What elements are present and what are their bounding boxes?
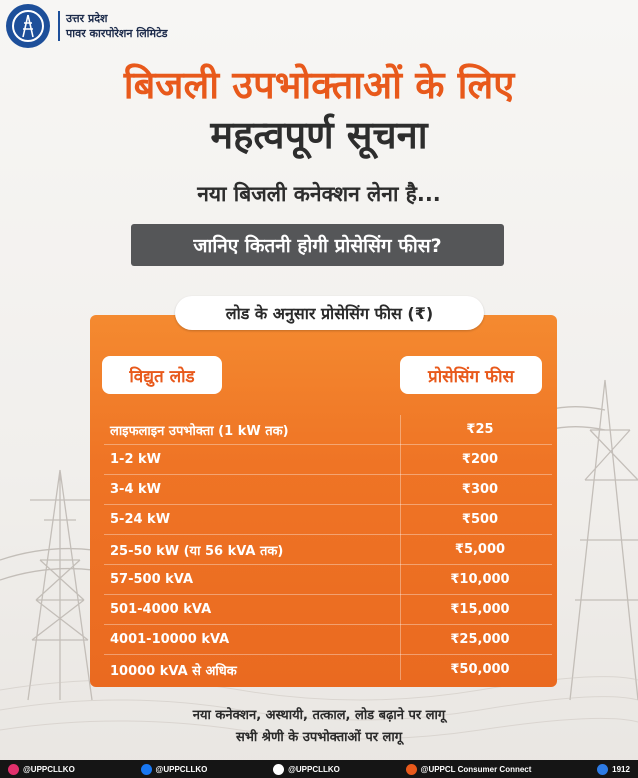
column-header-load: विद्युत लोड <box>102 356 222 394</box>
instagram-icon <box>8 764 19 775</box>
fee-cell: ₹10,000 <box>450 572 510 587</box>
facebook-icon <box>141 764 152 775</box>
phone-icon <box>597 764 608 775</box>
load-cell: 25-50 kW (या 56 kVA तक) <box>110 543 284 559</box>
load-cell: लाइफलाइन उपभोक्ता (1 kW तक) <box>110 423 289 439</box>
table-row <box>104 594 552 624</box>
uppcl-logo <box>6 4 168 48</box>
note-line1: नया कनेक्शन, अस्थायी, तत्काल, लोड बढ़ाने पर लागू <box>192 708 446 723</box>
uppcl-seal-icon <box>6 4 50 48</box>
fee-cell: ₹5,000 <box>454 542 506 557</box>
app-icon <box>406 764 417 775</box>
footer-handle[interactable] <box>273 764 340 775</box>
subheadline: नया बिजली कनेक्शन लेना है... <box>197 182 441 206</box>
column-header-fee: प्रोसेसिंग फीस <box>400 356 542 394</box>
table-row <box>104 564 552 594</box>
load-cell: 3-4 kW <box>110 482 161 497</box>
headline-line1: बिजली उपभोक्ताओं के लिए <box>123 63 515 107</box>
table-row <box>104 534 552 564</box>
fee-cell: ₹25 <box>466 422 494 437</box>
fee-cell: ₹300 <box>461 482 499 497</box>
headline-line2: महत्वपूर्ण सूचना <box>210 113 428 157</box>
load-cell: 5-24 kW <box>110 512 171 527</box>
footer-handle-text: @UPPCLLKO <box>23 764 75 774</box>
load-cell: 501-4000 kVA <box>110 602 212 617</box>
fee-cell: ₹25,000 <box>450 632 510 647</box>
footer-handle-text: @UPPCL Consumer Connect <box>420 764 532 774</box>
table-row <box>104 624 552 654</box>
footer-handle-text: 1912 <box>612 764 630 774</box>
footer-handle[interactable] <box>406 764 532 775</box>
org-line1: उत्तर प्रदेश <box>66 12 108 25</box>
load-cell: 57-500 kVA <box>110 572 194 587</box>
fee-cell: ₹200 <box>461 452 499 467</box>
load-cell: 10000 kVA से अधिक <box>110 663 237 679</box>
table-row <box>104 415 552 444</box>
table-row <box>104 474 552 504</box>
x-icon <box>273 764 284 775</box>
footer-handle[interactable] <box>8 764 75 775</box>
table-row <box>104 504 552 534</box>
footer-handle-text: @UPPCLLKO <box>155 764 208 774</box>
fee-cell: ₹15,000 <box>450 602 510 617</box>
table-row <box>104 654 552 684</box>
load-cell: 1-2 kW <box>110 452 161 467</box>
org-name <box>58 11 168 41</box>
table-body <box>104 415 552 684</box>
question-banner: जानिए कितनी होगी प्रोसेसिंग फीस? <box>131 224 504 266</box>
footer-handle-text: @UPPCLLKO <box>288 764 340 774</box>
footer-handle[interactable] <box>597 764 630 775</box>
table-caption: लोड के अनुसार प्रोसेसिंग फीस (₹) <box>175 296 484 330</box>
fee-cell: ₹50,000 <box>450 662 510 677</box>
note-line2: सभी श्रेणी के उपभोक्ताओं पर लागू <box>235 730 403 745</box>
social-footer <box>0 760 638 778</box>
table-row <box>104 444 552 474</box>
org-line2: पावर कारपोरेशन लिमिटेड <box>66 27 168 40</box>
footer-handle[interactable] <box>141 764 208 775</box>
load-cell: 4001-10000 kVA <box>110 632 230 647</box>
fee-cell: ₹500 <box>461 512 499 527</box>
